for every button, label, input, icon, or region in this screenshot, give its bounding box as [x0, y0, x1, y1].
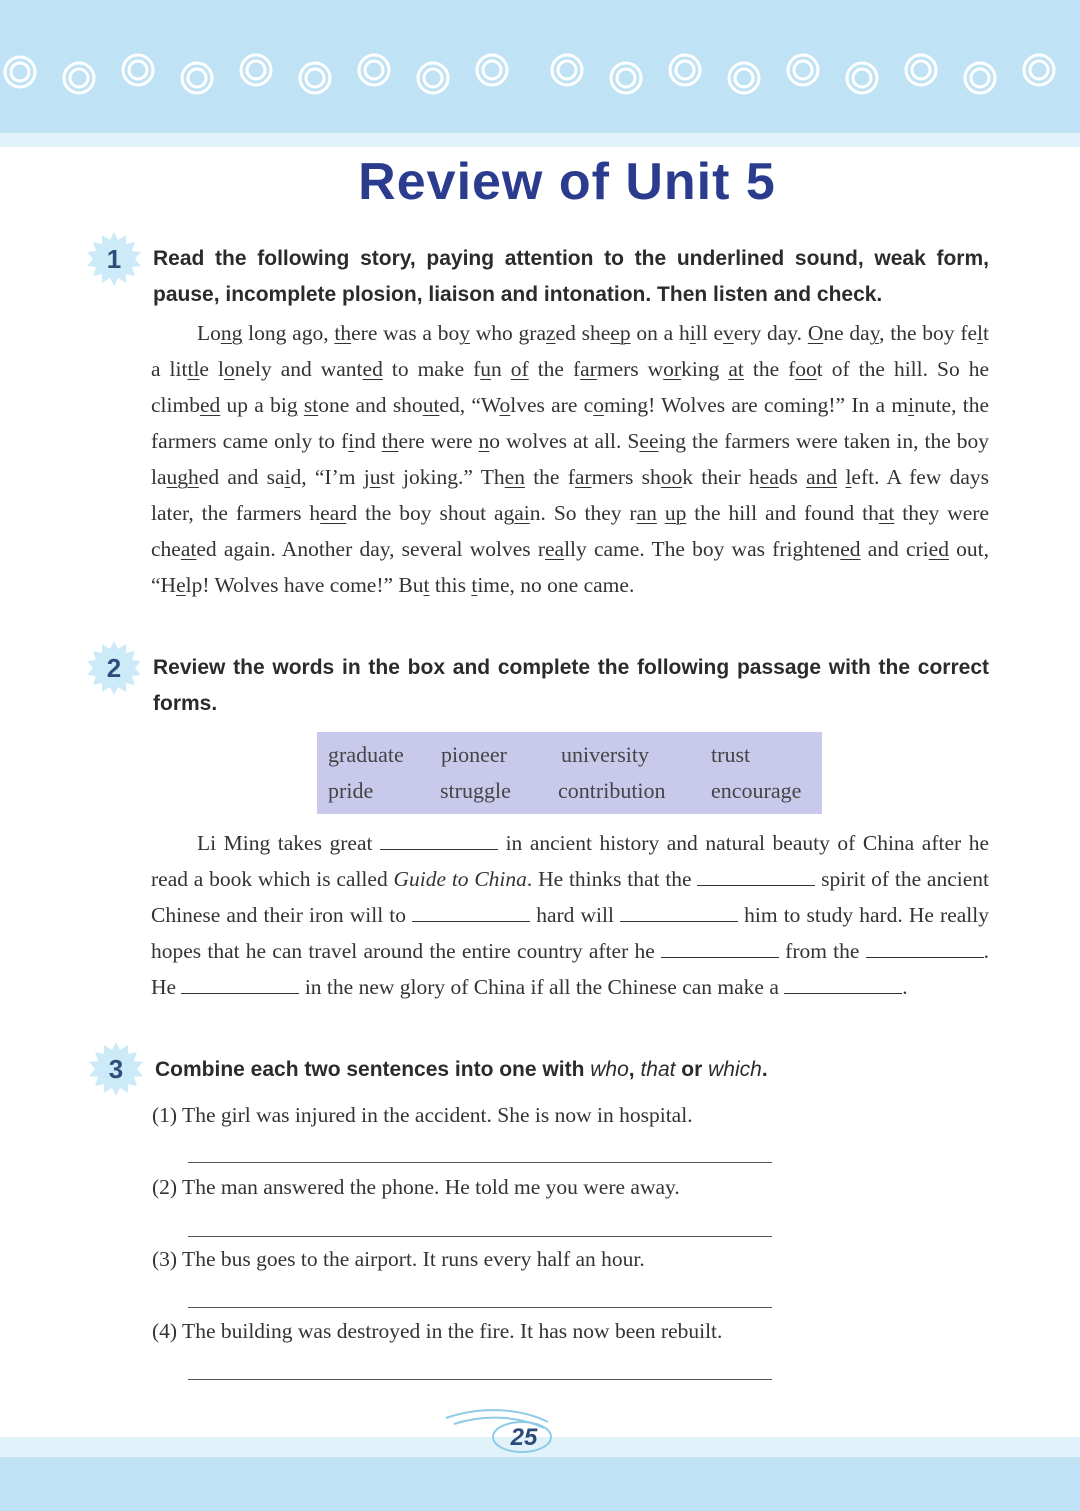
section-2-badge: [86, 640, 142, 696]
section-1-badge: [86, 231, 142, 287]
answer-line-4[interactable]: [188, 1379, 772, 1380]
word-box: [317, 732, 822, 814]
answer-line-2[interactable]: [188, 1236, 772, 1237]
answer-blank[interactable]: [784, 975, 902, 994]
page-number: 25: [510, 1424, 538, 1451]
question-3: (3) The bus goes to the airport. It runs every half an hour.: [152, 1247, 645, 1271]
word-box-item: pioneer: [441, 742, 507, 767]
section-1-instruction: Read the following story, paying attention to the underlined sound, weak form, pause, incomplete plosion, liaison and intonation. Then listen and check.: [153, 247, 989, 306]
section-2-instruction: Review the words in the box and complete the following passage with the correct forms.: [153, 656, 989, 715]
circle-pattern-icon: [0, 0, 1080, 133]
question-1: (1) The girl was injured in the accident. She is now in hospital.: [152, 1103, 693, 1127]
word-box-item: graduate: [328, 742, 404, 767]
word-box-item: contribution: [558, 778, 666, 803]
answer-line-3[interactable]: [188, 1307, 772, 1308]
header-band-edge: [0, 133, 1080, 147]
section-3-badge: [88, 1041, 144, 1097]
word-box-item: encourage: [711, 778, 802, 803]
question-2: (2) The man answered the phone. He told me you were away.: [152, 1175, 680, 1199]
answer-blank[interactable]: [661, 939, 779, 958]
answer-blank[interactable]: [380, 831, 498, 850]
header-band: [0, 0, 1080, 133]
page-title: Review of Unit 5: [358, 153, 776, 211]
word-box-item: struggle: [440, 778, 511, 803]
answer-blank[interactable]: [181, 975, 299, 994]
footer-band: [0, 1457, 1080, 1511]
section-1-number: 1: [106, 244, 122, 274]
word-box-item: university: [561, 742, 649, 767]
story-text: Long long ago, there was a boy who grazed sheep on a hill every day. One day, the boy felt a little lonely and wanted to make fun of the farmers working at the foot of the hill. So he climbed up a big stone and shouted, “Wolves are coming! Wolves are coming!” In a minute, the farmers came only to find there were no wolves at all. Seeing the farmers were taken in, the boy laughed and said, “I’m just joking.” Then the farmers shook their heads and left. A few days later, the farmers heard the boy shout again. So they ran up the hill and found that they were cheated again. Another day, several wolves really came. The boy was frightened and cried out, “Help! Wolves have come!” But this time, no one came.: [151, 321, 990, 597]
answer-blank[interactable]: [412, 903, 530, 922]
word-box-item: trust: [711, 742, 751, 767]
question-4: (4) The building was destroyed in the fire. It has now been rebuilt.: [152, 1319, 723, 1343]
section-3-instruction: Combine each two sentences into one with who, that or which.: [155, 1058, 768, 1081]
passage-text: Li Ming takes great in ancient history and natural beauty of China after he read a book which is called Guide to China. He thinks that the spirit of the ancient Chinese and their iron will to hard will him to study hard. He really hopes that he can travel around the entire country after he from the . He in the new glory of China if all the Chinese can make a .: [151, 831, 989, 999]
word-box-item: pride: [328, 778, 374, 803]
answer-blank[interactable]: [866, 939, 984, 958]
answer-line-1[interactable]: [188, 1162, 772, 1163]
section-3-number: 3: [108, 1054, 124, 1084]
answer-blank[interactable]: [697, 867, 815, 886]
section-2-number: 2: [106, 653, 122, 683]
answer-blank[interactable]: [620, 903, 738, 922]
